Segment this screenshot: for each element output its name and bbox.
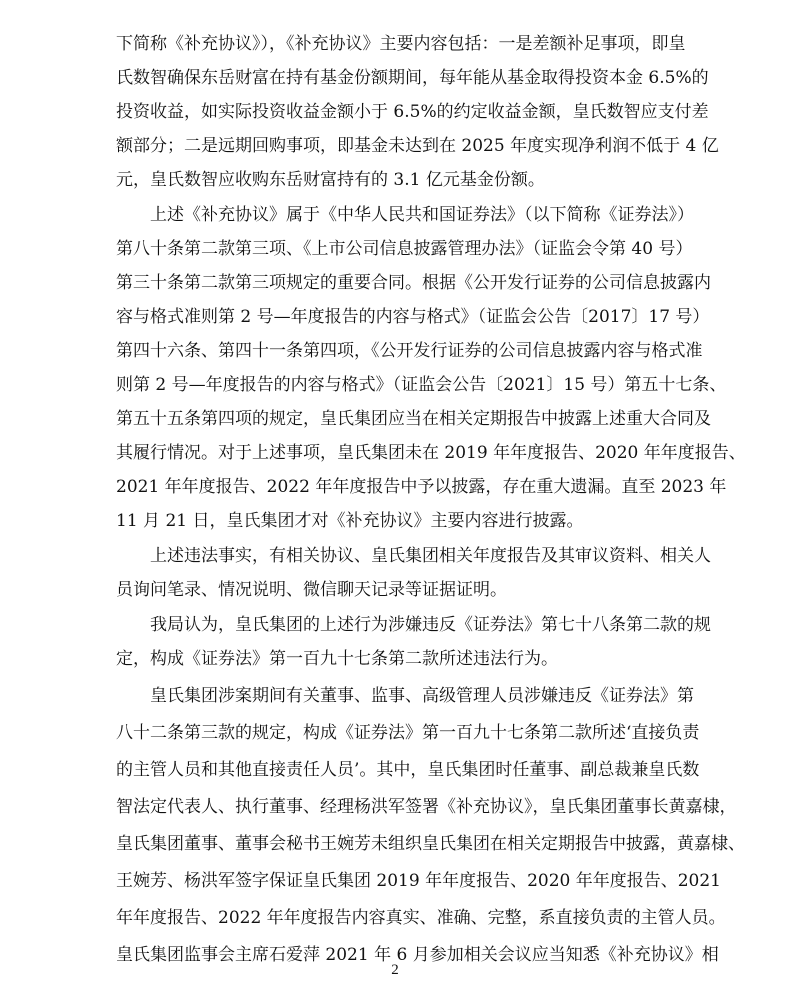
- text-line: 下简称《补充协议》），《补充协议》主要内容包括：一是差额补足事项，即皇: [116, 34, 686, 54]
- text-line: 氏数智确保东岳财富在持有基金份额期间，每年能从基金取得投资本金 6.5%的: [116, 68, 709, 88]
- text-line: 员询问笔录、情况说明、微信聊天记录等证据证明。: [116, 580, 507, 600]
- text-line: 投资收益，如实际投资收益金额小于 6.5%的约定收益金额，皇氏数智应支付差: [116, 102, 709, 122]
- paragraph-start-line: 上述《补充协议》属于《中华人民共和国证券法》（以下简称《证券法》）: [150, 205, 694, 225]
- paragraph-start-line: 皇氏集团涉案期间有关董事、监事、高级管理人员涉嫌违反《证券法》第: [150, 686, 694, 706]
- text-line: 王婉芳、杨洪军签字保证皇氏集团 2019 年年度报告、2020 年年度报告、2021: [116, 871, 722, 891]
- text-line: 第四十六条、第四十一条第四项，《公开发行证券的公司信息披露内容与格式准: [116, 341, 703, 361]
- paragraph-start-line: 上述违法事实，有相关协议、皇氏集团相关年度报告及其审议资料、相关人: [150, 546, 711, 566]
- text-line: 11 月 21 日，皇氏集团才对《补充协议》主要内容进行披露。: [116, 511, 584, 531]
- page-number: 2: [391, 962, 399, 978]
- text-line: 年年度报告、2022 年年度报告内容真实、准确、完整，系直接负责的主管人员。: [116, 908, 726, 928]
- text-line: 的主管人员和其他直接责任人员’。其中，皇氏集团时任董事、副总裁兼皇氏数: [116, 760, 700, 780]
- text-line: 第八十条第二款第三项、《上市公司信息披露管理办法》（证监会令第 40 号）: [116, 239, 693, 259]
- text-line: 元，皇氏数智应收购东岳财富持有的 3.1 亿元基金份额。: [116, 170, 545, 190]
- text-line: 皇氏集团董事、董事会秘书王婉芳未组织皇氏集团在相关定期报告中披露，黄嘉棣、: [116, 834, 745, 854]
- text-line: 其履行情况。对于上述事项，皇氏集团未在 2019 年年度报告、2020 年年度报告、: [116, 443, 746, 463]
- text-line: 智法定代表人、执行董事、经理杨洪军签署《补充协议》，皇氏集团董事长黄嘉棣，: [116, 797, 737, 817]
- text-line: 2021 年年度报告、2022 年年度报告中予以披露，存在重大遗漏。直至 2023 年: [116, 477, 727, 497]
- text-line: 八十二条第三款的规定，构成《证券法》第一百九十七条第二款所述‘直接负责: [116, 723, 700, 743]
- text-line: 第五十五条第四项的规定，皇氏集团应当在相关定期报告中披露上述重大合同及: [116, 409, 711, 429]
- text-line: 则第 2 号—年度报告的内容与格式》（证监会公告〔2021〕15 号）第五十七条、: [116, 375, 727, 395]
- text-line: 皇氏集团监事会主席石爱萍 2021 年 6 月参加相关会议应当知悉《补充协议》相: [116, 945, 719, 965]
- text-line: 额部分；二是远期回购事项，即基金未达到在 2025 年度实现净利润不低于 4 亿: [116, 136, 719, 156]
- text-line: 定，构成《证券法》第一百九十七条第二款所述违法行为。: [116, 649, 558, 669]
- text-line: 第三十条第二款第三项规定的重要合同。根据《公开发行证券的公司信息披露内: [116, 273, 711, 293]
- text-line: 容与格式准则第 2 号—年度报告的内容与格式》（证监会公告〔2017〕17 号）: [116, 307, 710, 327]
- paragraph-start-line: 我局认为，皇氏集团的上述行为涉嫌违反《证券法》第七十八条第二款的规: [150, 615, 711, 635]
